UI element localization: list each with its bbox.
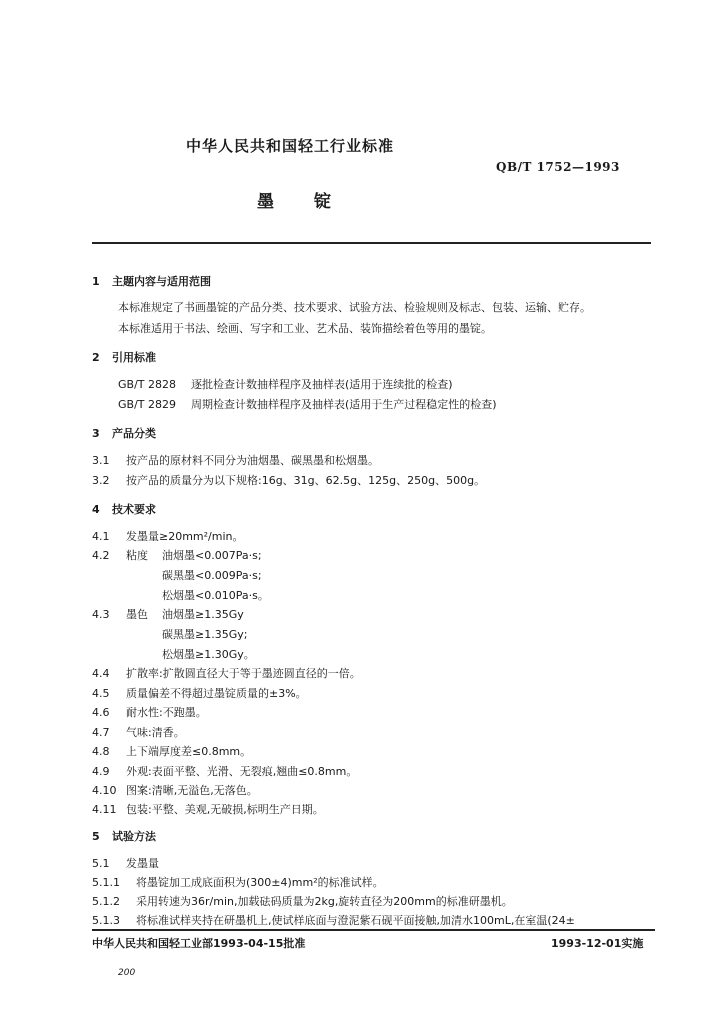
clause-item: 5.1.2 采用转速为36r/min,加载砝码质量为2kg,旋转直径为200mm的标准研墨机。 <box>92 895 513 908</box>
clause-item: 4.7 气味:清香。 <box>92 726 185 739</box>
section-heading: 4 技术要求 <box>92 503 156 516</box>
clause-subline: 碳黑墨<0.009Pa·s; <box>162 569 262 582</box>
clause-item: 4.9 外观:表面平整、光滑、无裂痕,翘曲≤0.8mm。 <box>92 765 358 778</box>
clause-item: 4.2 粘度 油烟墨<0.007Pa·s; <box>92 549 262 562</box>
document-title-part2: 锭 <box>314 192 331 212</box>
clause-subline: 碳黑墨≥1.35Gy; <box>162 628 248 641</box>
document-title-part1: 墨 <box>257 192 274 212</box>
implementation-date: 1993-12-01实施 <box>551 937 644 950</box>
issuing-body-title: 中华人民共和国轻工行业标准 <box>186 137 395 155</box>
clause-item: 4.3 墨色 油烟墨≥1.35Gy <box>92 608 244 621</box>
section-heading: 5 试验方法 <box>92 830 156 843</box>
clause-item: 4.1 发墨量≥20mm²/min。 <box>92 530 244 543</box>
reference-item: GB/T 2829 周期检查计数抽样程序及抽样表(适用于生产过程稳定性的检查) <box>118 398 497 411</box>
section-heading: 2 引用标准 <box>92 351 156 364</box>
clause-item: 4.8 上下端厚度差≤0.8mm。 <box>92 745 252 758</box>
clause-item: 5.1.1 将墨锭加工成底面积为(300±4)mm²的标准试样。 <box>92 876 384 889</box>
clause-subline: 松烟墨≥1.30Gy。 <box>162 648 255 661</box>
clause-item: 4.5 质量偏差不得超过墨锭质量的±3%。 <box>92 687 307 700</box>
clause-item: 3.1 按产品的原材料不同分为油烟墨、碳黑墨和松烟墨。 <box>92 454 379 467</box>
clause-item: 5.1.3 将标准试样夹持在研墨机上,使试样底面与澄泥紫石砚平面接触,加清水100mL,在室温(24± <box>92 914 575 927</box>
header-divider <box>92 242 651 244</box>
clause-item: 5.1 发墨量 <box>92 857 159 870</box>
standard-code: QB/T 1752—1993 <box>496 160 620 174</box>
clause-item: 4.10 图案:清晰,无溢色,无落色。 <box>92 784 258 797</box>
clause-item: 4.4 扩散率:扩散圆直径大于等于墨迹圆直径的一倍。 <box>92 667 361 680</box>
footer-divider <box>92 929 655 931</box>
section-heading: 1 主题内容与适用范围 <box>92 275 211 288</box>
paragraph-line: 本标准适用于书法、绘画、写字和工业、艺术品、装饰描绘着色等用的墨锭。 <box>118 322 492 335</box>
approval-line: 中华人民共和国轻工业部1993-04-15批准 <box>92 937 306 950</box>
reference-item: GB/T 2828 逐批检查计数抽样程序及抽样表(适用于连续批的检查) <box>118 378 453 391</box>
paragraph-line: 本标准规定了书画墨锭的产品分类、技术要求、试验方法、检验规则及标志、包装、运输、贮存。 <box>118 301 591 314</box>
page-number: 200 <box>118 968 136 978</box>
clause-item: 3.2 按产品的质量分为以下规格:16g、31g、62.5g、125g、250g、500g。 <box>92 474 486 487</box>
clause-item: 4.6 耐水性:不跑墨。 <box>92 706 207 719</box>
clause-subline: 松烟墨<0.010Pa·s。 <box>162 589 269 602</box>
section-heading: 3 产品分类 <box>92 427 156 440</box>
clause-item: 4.11 包装:平整、美观,无破损,标明生产日期。 <box>92 803 324 816</box>
